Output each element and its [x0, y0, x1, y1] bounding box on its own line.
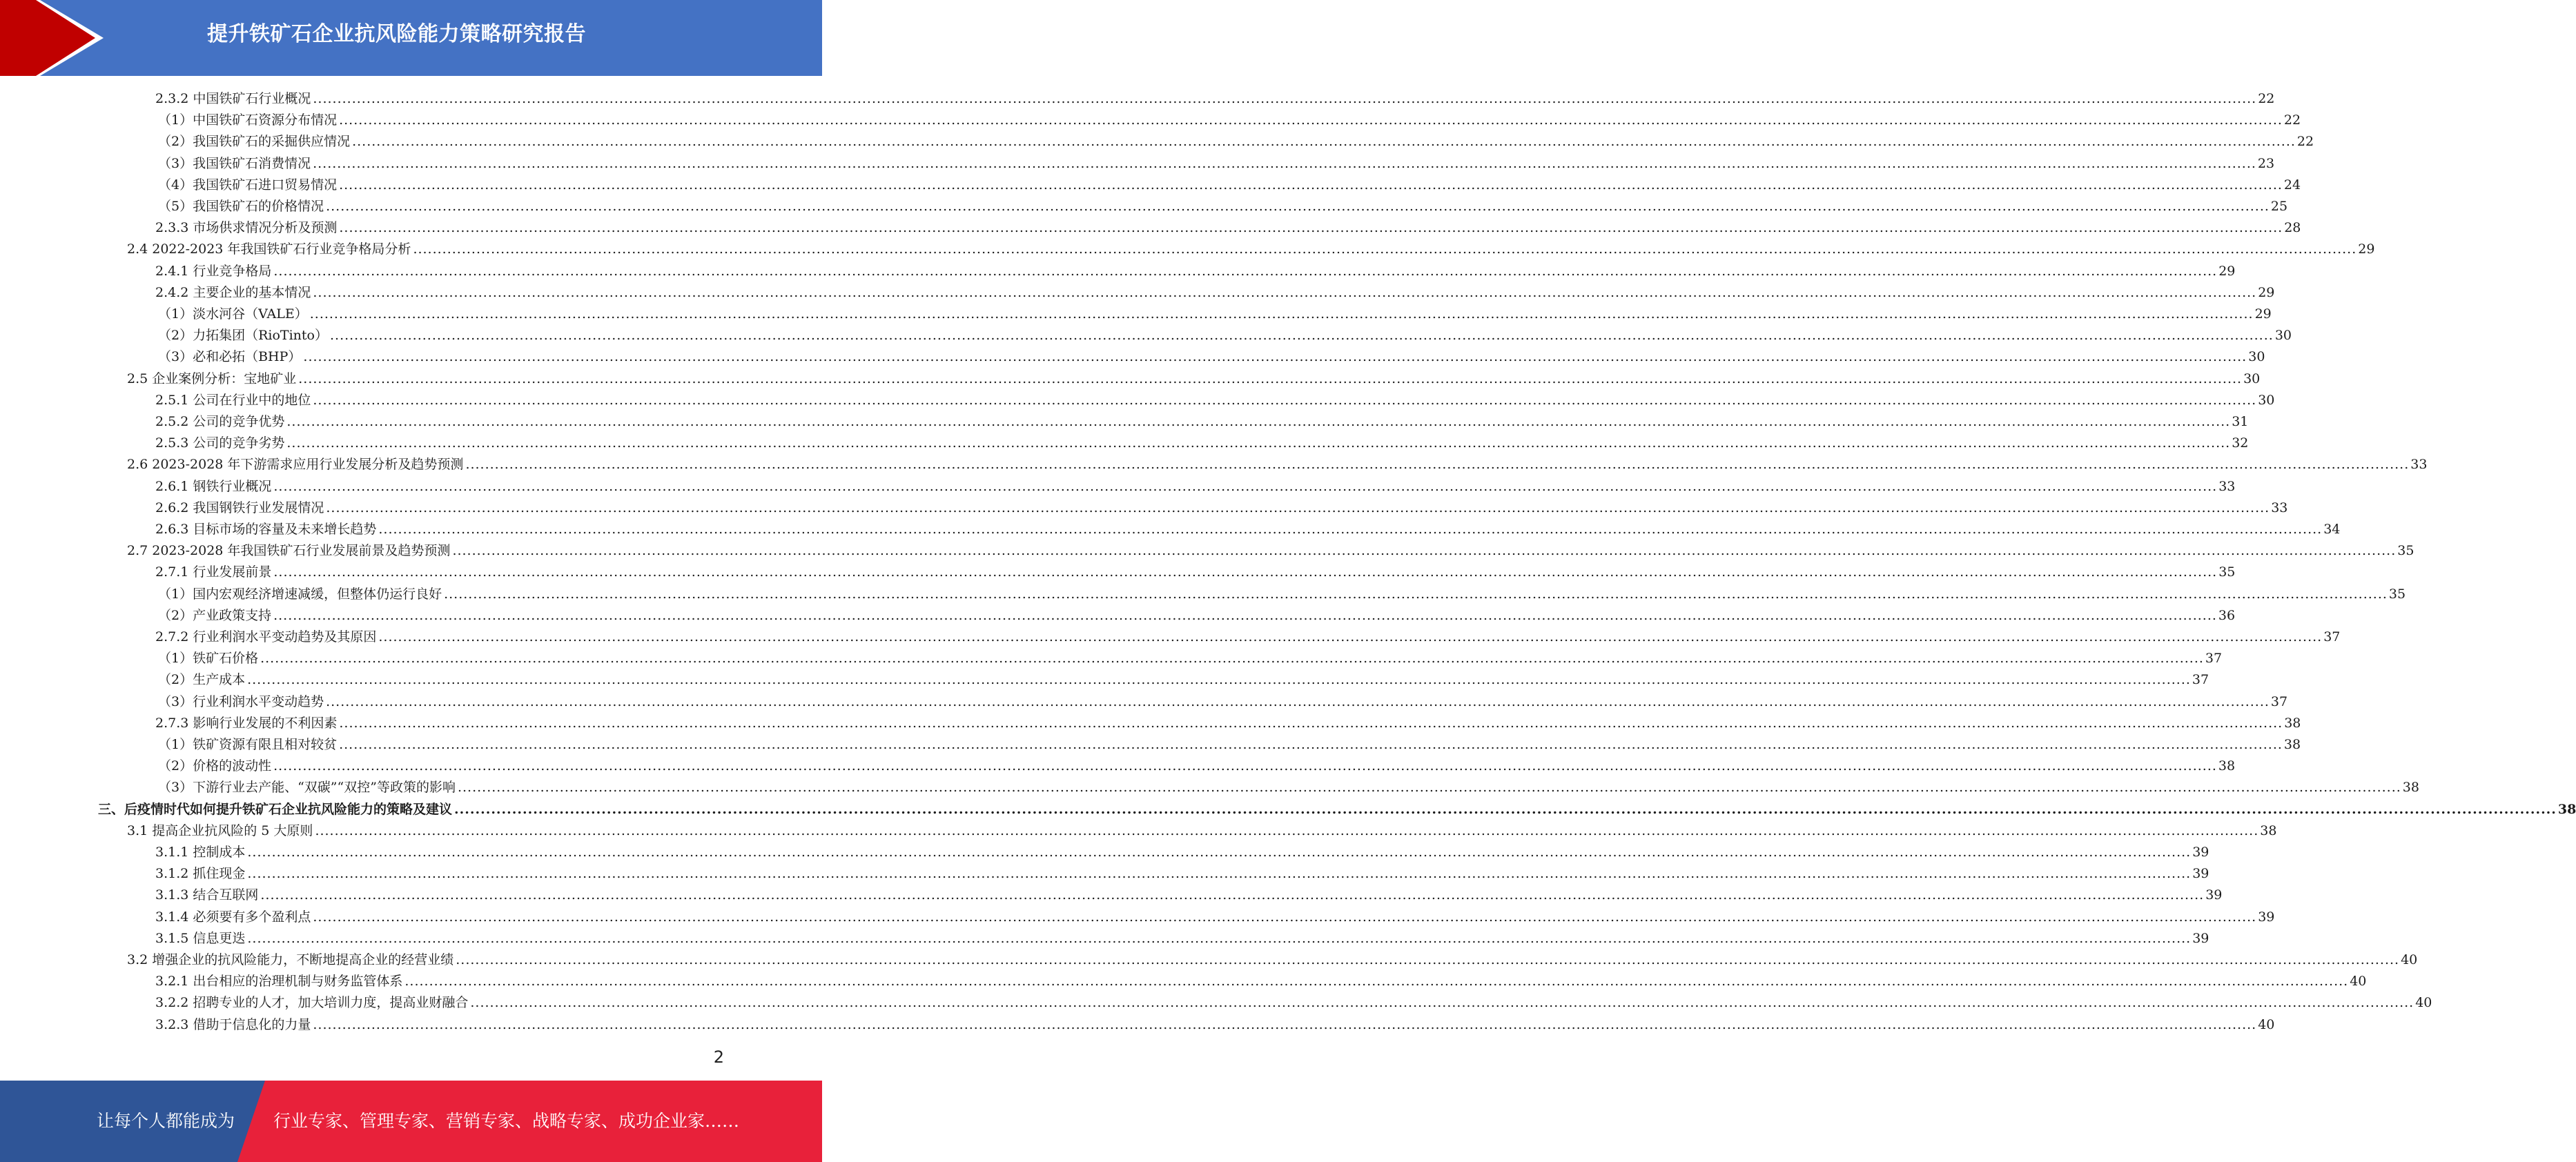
toc-entry-page: 40 [2401, 952, 2418, 967]
toc-entry-title: 2.7.3 影响行业发展的不利因素 [155, 715, 338, 731]
toc-entry-title: 2.3.3 市场供求情况分析及预测 [155, 220, 338, 236]
toc-dot-leader: ................................................................................................................................................................................................................................................................................................................................................................................................................ [339, 112, 2283, 128]
toc-entry-title: 3.2.3 借助于信息化的力量 [155, 1016, 311, 1032]
toc-dot-leader: ................................................................................................................................................................................................................................................................................................................................................................................................................ [260, 887, 2205, 903]
toc-dot-leader: ................................................................................................................................................................................................................................................................................................................................................................................................................ [247, 866, 2192, 882]
toc-entry-title: 2.6.3 目标市场的容量及未来增长趋势 [155, 522, 377, 537]
toc-dot-leader: ................................................................................................................................................................................................................................................................................................................................................................................................................ [247, 930, 2192, 946]
footer-slogan-left: 让每个人都能成为 [97, 1111, 235, 1131]
toc-dot-leader: ................................................................................................................................................................................................................................................................................................................................................................................................................ [313, 1016, 2257, 1032]
toc-entry-page: 38 [2260, 823, 2277, 838]
toc-entry-page: 38 [2402, 780, 2419, 796]
toc-entry[interactable] [158, 691, 2288, 713]
toc-entry-title: （2）我国铁矿石的采掘供应情况 [158, 134, 351, 150]
page-header [0, 0, 822, 76]
toc-entry-title: （2）生产成本 [158, 672, 246, 688]
toc-entry-page: 30 [2274, 328, 2292, 344]
toc-entry-title: 3.1.2 抓住现金 [155, 866, 246, 882]
toc-entry-title: 2.5.3 公司的竞争劣势 [155, 435, 285, 451]
toc-dot-leader: ................................................................................................................................................................................................................................................................................................................................................................................................................ [456, 952, 2400, 967]
toc-entry[interactable] [127, 239, 2375, 260]
toc-dot-leader: ................................................................................................................................................................................................................................................................................................................................................................................................................ [378, 522, 2323, 537]
toc-entry[interactable] [127, 368, 2261, 390]
toc-dot-leader: ................................................................................................................................................................................................................................................................................................................................................................................................................ [339, 177, 2283, 193]
toc-entry[interactable] [155, 842, 2209, 863]
toc-entry[interactable] [158, 734, 2301, 756]
toc-dot-leader: ................................................................................................................................................................................................................................................................................................................................................................................................................ [313, 155, 2256, 171]
toc-entry[interactable] [155, 627, 2341, 648]
toc-dot-leader: ................................................................................................................................................................................................................................................................................................................................................................................................................ [444, 586, 2388, 602]
footer-slogan-right: 行业专家、管理专家、营销专家、战略专家、成功企业家…… [273, 1111, 740, 1131]
toc-entry[interactable] [127, 454, 2428, 475]
toc-entry-page: 22 [2283, 112, 2301, 128]
toc-dot-leader: ................................................................................................................................................................................................................................................................................................................................................................................................................ [286, 414, 2231, 429]
toc-entry-title: （1）国内宏观经济增速减缓，但整体仍运行良好 [158, 586, 442, 602]
toc-dot-leader: ................................................................................................................................................................................................................................................................................................................................................................................................................ [339, 737, 2283, 752]
toc-entry[interactable] [155, 217, 2301, 239]
toc-entry-title: （1）淡水河谷（VALE） [158, 306, 308, 322]
toc-entry[interactable] [127, 949, 2418, 971]
toc-entry-title: 2.6 2023-2028 年下游需求应用行业发展分析及趋势预测 [127, 457, 464, 473]
toc-entry-title: 3.1 提高企业抗风险的 5 大原则 [127, 823, 313, 838]
toc-entry[interactable] [155, 476, 2236, 498]
toc-dot-leader: ................................................................................................................................................................................................................................................................................................................................................................................................................ [326, 199, 2270, 214]
toc-dot-leader: ................................................................................................................................................................................................................................................................................................................................................................................................................ [339, 715, 2283, 731]
toc-entry-page: 35 [2397, 543, 2414, 559]
toc-entry-title: 2.5.2 公司的竞争优势 [155, 414, 285, 429]
toc-entry-page: 37 [2205, 651, 2223, 667]
toc-entry-page: 38 [2218, 758, 2236, 774]
toc-entry[interactable] [158, 648, 2223, 669]
toc-entry[interactable] [155, 282, 2275, 304]
toc-entry-page: 25 [2270, 199, 2288, 214]
toc-entry[interactable] [155, 971, 2367, 992]
toc-entry[interactable] [155, 863, 2209, 885]
toc-entry[interactable] [155, 907, 2275, 928]
toc-entry-title: 3.1.1 控制成本 [155, 845, 246, 860]
toc-entry[interactable] [158, 110, 2301, 131]
toc-dot-leader: ................................................................................................................................................................................................................................................................................................................................................................................................................ [273, 263, 2218, 279]
toc-dot-leader: ................................................................................................................................................................................................................................................................................................................................................................................................................ [465, 457, 2410, 473]
toc-entry-page: 39 [2258, 909, 2275, 925]
toc-entry-page: 29 [2254, 306, 2272, 322]
toc-entry-title: 三、后疫情时代如何提升铁矿石企业抗风险能力的策略及建议 [98, 801, 453, 817]
toc-entry-title: （4）我国铁矿石进口贸易情况 [158, 177, 338, 193]
toc-entry-page: 40 [2415, 995, 2432, 1011]
toc-entry-title: 2.6.2 我国钢铁行业发展情况 [155, 500, 324, 515]
toc-entry-title: （3）下游行业去产能、“双碳”“双控”等政策的影响 [158, 780, 456, 796]
toc-dot-leader: ................................................................................................................................................................................................................................................................................................................................................................................................................ [313, 284, 2257, 300]
toc-dot-leader: ................................................................................................................................................................................................................................................................................................................................................................................................................ [273, 478, 2218, 494]
toc-entry-title: 2.5.1 公司在行业中的地位 [155, 392, 311, 408]
toc-dot-leader: ................................................................................................................................................................................................................................................................................................................................................................................................................ [260, 651, 2204, 667]
toc-entry-page: 29 [2218, 263, 2236, 279]
toc-entry[interactable] [158, 304, 2272, 325]
toc-dot-leader: ................................................................................................................................................................................................................................................................................................................................................................................................................ [273, 564, 2218, 580]
toc-entry-title: （3）行业利润水平变动趋势 [158, 693, 324, 709]
toc-dot-leader: ................................................................................................................................................................................................................................................................................................................................................................................................................ [303, 349, 2247, 365]
toc-dot-leader: ................................................................................................................................................................................................................................................................................................................................................................................................................ [352, 134, 2296, 150]
page-number: 2 [713, 1047, 724, 1067]
toc-entry[interactable] [158, 196, 2288, 217]
toc-dot-leader: ................................................................................................................................................................................................................................................................................................................................................................................................................ [329, 328, 2274, 344]
toc-entry-title: 2.5 企业案例分析：宝地矿业 [127, 371, 297, 386]
toc-entry-title: 3.1.3 结合互联网 [155, 887, 259, 903]
toc-entry[interactable] [98, 799, 2576, 820]
toc-entry-page: 22 [2258, 91, 2275, 106]
toc-entry-title: （2）产业政策支持 [158, 607, 272, 623]
toc-entry-page: 30 [2243, 371, 2261, 386]
toc-entry-title: 2.3.2 中国铁矿石行业概况 [155, 91, 311, 106]
toc-entry-page: 37 [2323, 629, 2341, 644]
toc-dot-leader: ................................................................................................................................................................................................................................................................................................................................................................................................................ [404, 974, 2349, 989]
toc-entry[interactable] [155, 885, 2223, 906]
toc-dot-leader: ................................................................................................................................................................................................................................................................................................................................................................................................................ [470, 995, 2414, 1011]
page-footer [0, 1081, 822, 1162]
toc-entry-page: 37 [2192, 672, 2209, 688]
toc-entry[interactable] [155, 261, 2236, 282]
toc-entry-page: 39 [2192, 866, 2209, 882]
toc-dot-leader: ................................................................................................................................................................................................................................................................................................................................................................................................................ [378, 629, 2323, 644]
toc-entry[interactable] [155, 390, 2275, 411]
toc-entry[interactable] [155, 992, 2432, 1014]
toc-entry[interactable] [158, 325, 2292, 346]
toc-dot-leader: ................................................................................................................................................................................................................................................................................................................................................................................................................ [273, 758, 2217, 774]
toc-entry[interactable] [155, 411, 2249, 433]
toc-dot-leader: ................................................................................................................................................................................................................................................................................................................................................................................................................ [339, 220, 2283, 236]
toc-entry[interactable] [155, 928, 2209, 949]
toc-entry-page: 35 [2388, 586, 2406, 602]
toc-entry[interactable] [155, 713, 2301, 734]
toc-entry-page: 31 [2232, 414, 2249, 429]
toc-entry[interactable] [158, 756, 2236, 777]
toc-dot-leader: ................................................................................................................................................................................................................................................................................................................................................................................................................ [452, 543, 2397, 559]
toc-entry[interactable] [158, 584, 2406, 605]
toc-entry-title: 2.7.2 行业利润水平变动趋势及其原因 [155, 629, 377, 644]
toc-entry-page: 38 [2284, 715, 2301, 731]
toc-entry-title: 3.2 增强企业的抗风险能力，不断地提高企业的经营业绩 [127, 952, 454, 967]
toc-entry-title: （1）铁矿资源有限且相对较贫 [158, 737, 338, 752]
toc-entry-page: 37 [2270, 693, 2288, 709]
toc-entry-page: 32 [2232, 435, 2249, 451]
toc-entry[interactable] [158, 153, 2275, 175]
toc-entry[interactable] [155, 562, 2236, 583]
toc-entry-title: 3.2.1 出台相应的治理机制与财务监管体系 [155, 974, 403, 989]
toc-entry-title: 2.6.1 钢铁行业概况 [155, 478, 272, 494]
toc-dot-leader: ................................................................................................................................................................................................................................................................................................................................................................................................................ [457, 780, 2401, 796]
toc-entry-title: 2.4.2 主要企业的基本情况 [155, 284, 311, 300]
toc-entry-page: 30 [2258, 392, 2275, 408]
toc-entry-page: 23 [2257, 155, 2275, 171]
toc-dot-leader: ................................................................................................................................................................................................................................................................................................................................................................................................................ [309, 306, 2254, 322]
toc-entry-page: 33 [2271, 500, 2288, 515]
toc-entry-page: 38 [2557, 801, 2576, 817]
toc-entry-title: 2.7.1 行业发展前景 [155, 564, 272, 580]
toc-dot-leader: ................................................................................................................................................................................................................................................................................................................................................................................................................ [247, 672, 2191, 688]
toc-dot-leader: ................................................................................................................................................................................................................................................................................................................................................................................................................ [326, 693, 2270, 709]
toc-entry-page: 39 [2192, 930, 2209, 946]
toc-entry-page: 34 [2323, 522, 2341, 537]
toc-entry[interactable] [158, 175, 2301, 196]
toc-entry-title: 3.1.5 信息更迭 [155, 930, 246, 946]
toc-entry[interactable] [158, 777, 2419, 798]
toc-entry-page: 33 [2218, 478, 2236, 494]
toc-dot-leader: ................................................................................................................................................................................................................................................................................................................................................................................................................ [454, 801, 2557, 817]
toc-entry[interactable] [155, 519, 2341, 540]
toc-entry-title: 3.2.2 招聘专业的人才，加大培训力度，提高业财融合 [155, 995, 469, 1011]
toc-entry[interactable] [158, 605, 2236, 627]
toc-entry-page: 33 [2410, 457, 2428, 473]
header-arrow-decoration [0, 0, 110, 76]
toc-entry-page: 40 [2258, 1016, 2275, 1032]
toc-dot-leader: ................................................................................................................................................................................................................................................................................................................................................................................................................ [273, 607, 2217, 623]
report-title: 提升铁矿石企业抗风险能力策略研究报告 [207, 22, 586, 46]
toc-entry-page: 29 [2258, 284, 2275, 300]
toc-entry-title: 2.7 2023-2028 年我国铁矿石行业发展前景及趋势预测 [127, 543, 451, 559]
toc-entry-page: 24 [2283, 177, 2301, 193]
toc-entry-title: 2.4.1 行业竞争格局 [155, 263, 272, 279]
toc-entry-title: 3.1.4 必须要有多个盈利点 [155, 909, 311, 925]
toc-entry-page: 36 [2218, 607, 2236, 623]
toc-entry-page: 29 [2358, 242, 2375, 257]
toc-entry-page: 22 [2296, 134, 2314, 150]
toc-dot-leader: ................................................................................................................................................................................................................................................................................................................................................................................................................ [247, 845, 2192, 860]
toc-entry-page: 39 [2192, 845, 2209, 860]
toc-entry-title: （2）力拓集团（RioTinto） [158, 328, 328, 344]
toc-entry[interactable] [155, 433, 2249, 454]
toc-dot-leader: ................................................................................................................................................................................................................................................................................................................................................................................................................ [313, 909, 2257, 925]
toc-entry[interactable] [155, 88, 2275, 110]
toc-entry-title: （1）中国铁矿石资源分布情况 [158, 112, 338, 128]
toc-dot-leader: ................................................................................................................................................................................................................................................................................................................................................................................................................ [298, 371, 2243, 386]
toc-entry[interactable] [155, 498, 2288, 519]
toc-entry-title: （5）我国铁矿石的价格情况 [158, 199, 324, 214]
toc-entry[interactable] [158, 669, 2209, 691]
toc-entry-page: 38 [2283, 737, 2301, 752]
toc-entry-page: 30 [2248, 349, 2265, 365]
toc-entry[interactable] [127, 540, 2414, 562]
toc-entry-title: （1）铁矿石价格 [158, 651, 259, 667]
toc-dot-leader: ................................................................................................................................................................................................................................................................................................................................................................................................................ [313, 91, 2257, 106]
toc-entry[interactable] [155, 1014, 2275, 1036]
toc-entry[interactable] [127, 820, 2277, 842]
toc-entry-title: （3）必和必拓（BHP） [158, 349, 302, 365]
toc-entry-title: （3）我国铁矿石消费情况 [158, 155, 311, 171]
toc-dot-leader: ................................................................................................................................................................................................................................................................................................................................................................................................................ [413, 242, 2357, 257]
toc-entry-page: 40 [2350, 974, 2367, 989]
toc-entry-page: 35 [2218, 564, 2236, 580]
toc-dot-leader: ................................................................................................................................................................................................................................................................................................................................................................................................................ [313, 392, 2257, 408]
toc-entry-title: （2）价格的波动性 [158, 758, 272, 774]
toc-dot-leader: ................................................................................................................................................................................................................................................................................................................................................................................................................ [315, 823, 2259, 838]
toc-entry-title: 2.4 2022-2023 年我国铁矿石行业竞争格局分析 [127, 242, 411, 257]
toc-entry[interactable] [158, 131, 2314, 152]
toc-entry-page: 28 [2284, 220, 2301, 236]
toc-dot-leader: ................................................................................................................................................................................................................................................................................................................................................................................................................ [286, 435, 2231, 451]
toc-entry[interactable] [158, 346, 2265, 368]
toc-entry-page: 39 [2205, 887, 2223, 903]
toc-dot-leader: ................................................................................................................................................................................................................................................................................................................................................................................................................ [326, 500, 2270, 515]
